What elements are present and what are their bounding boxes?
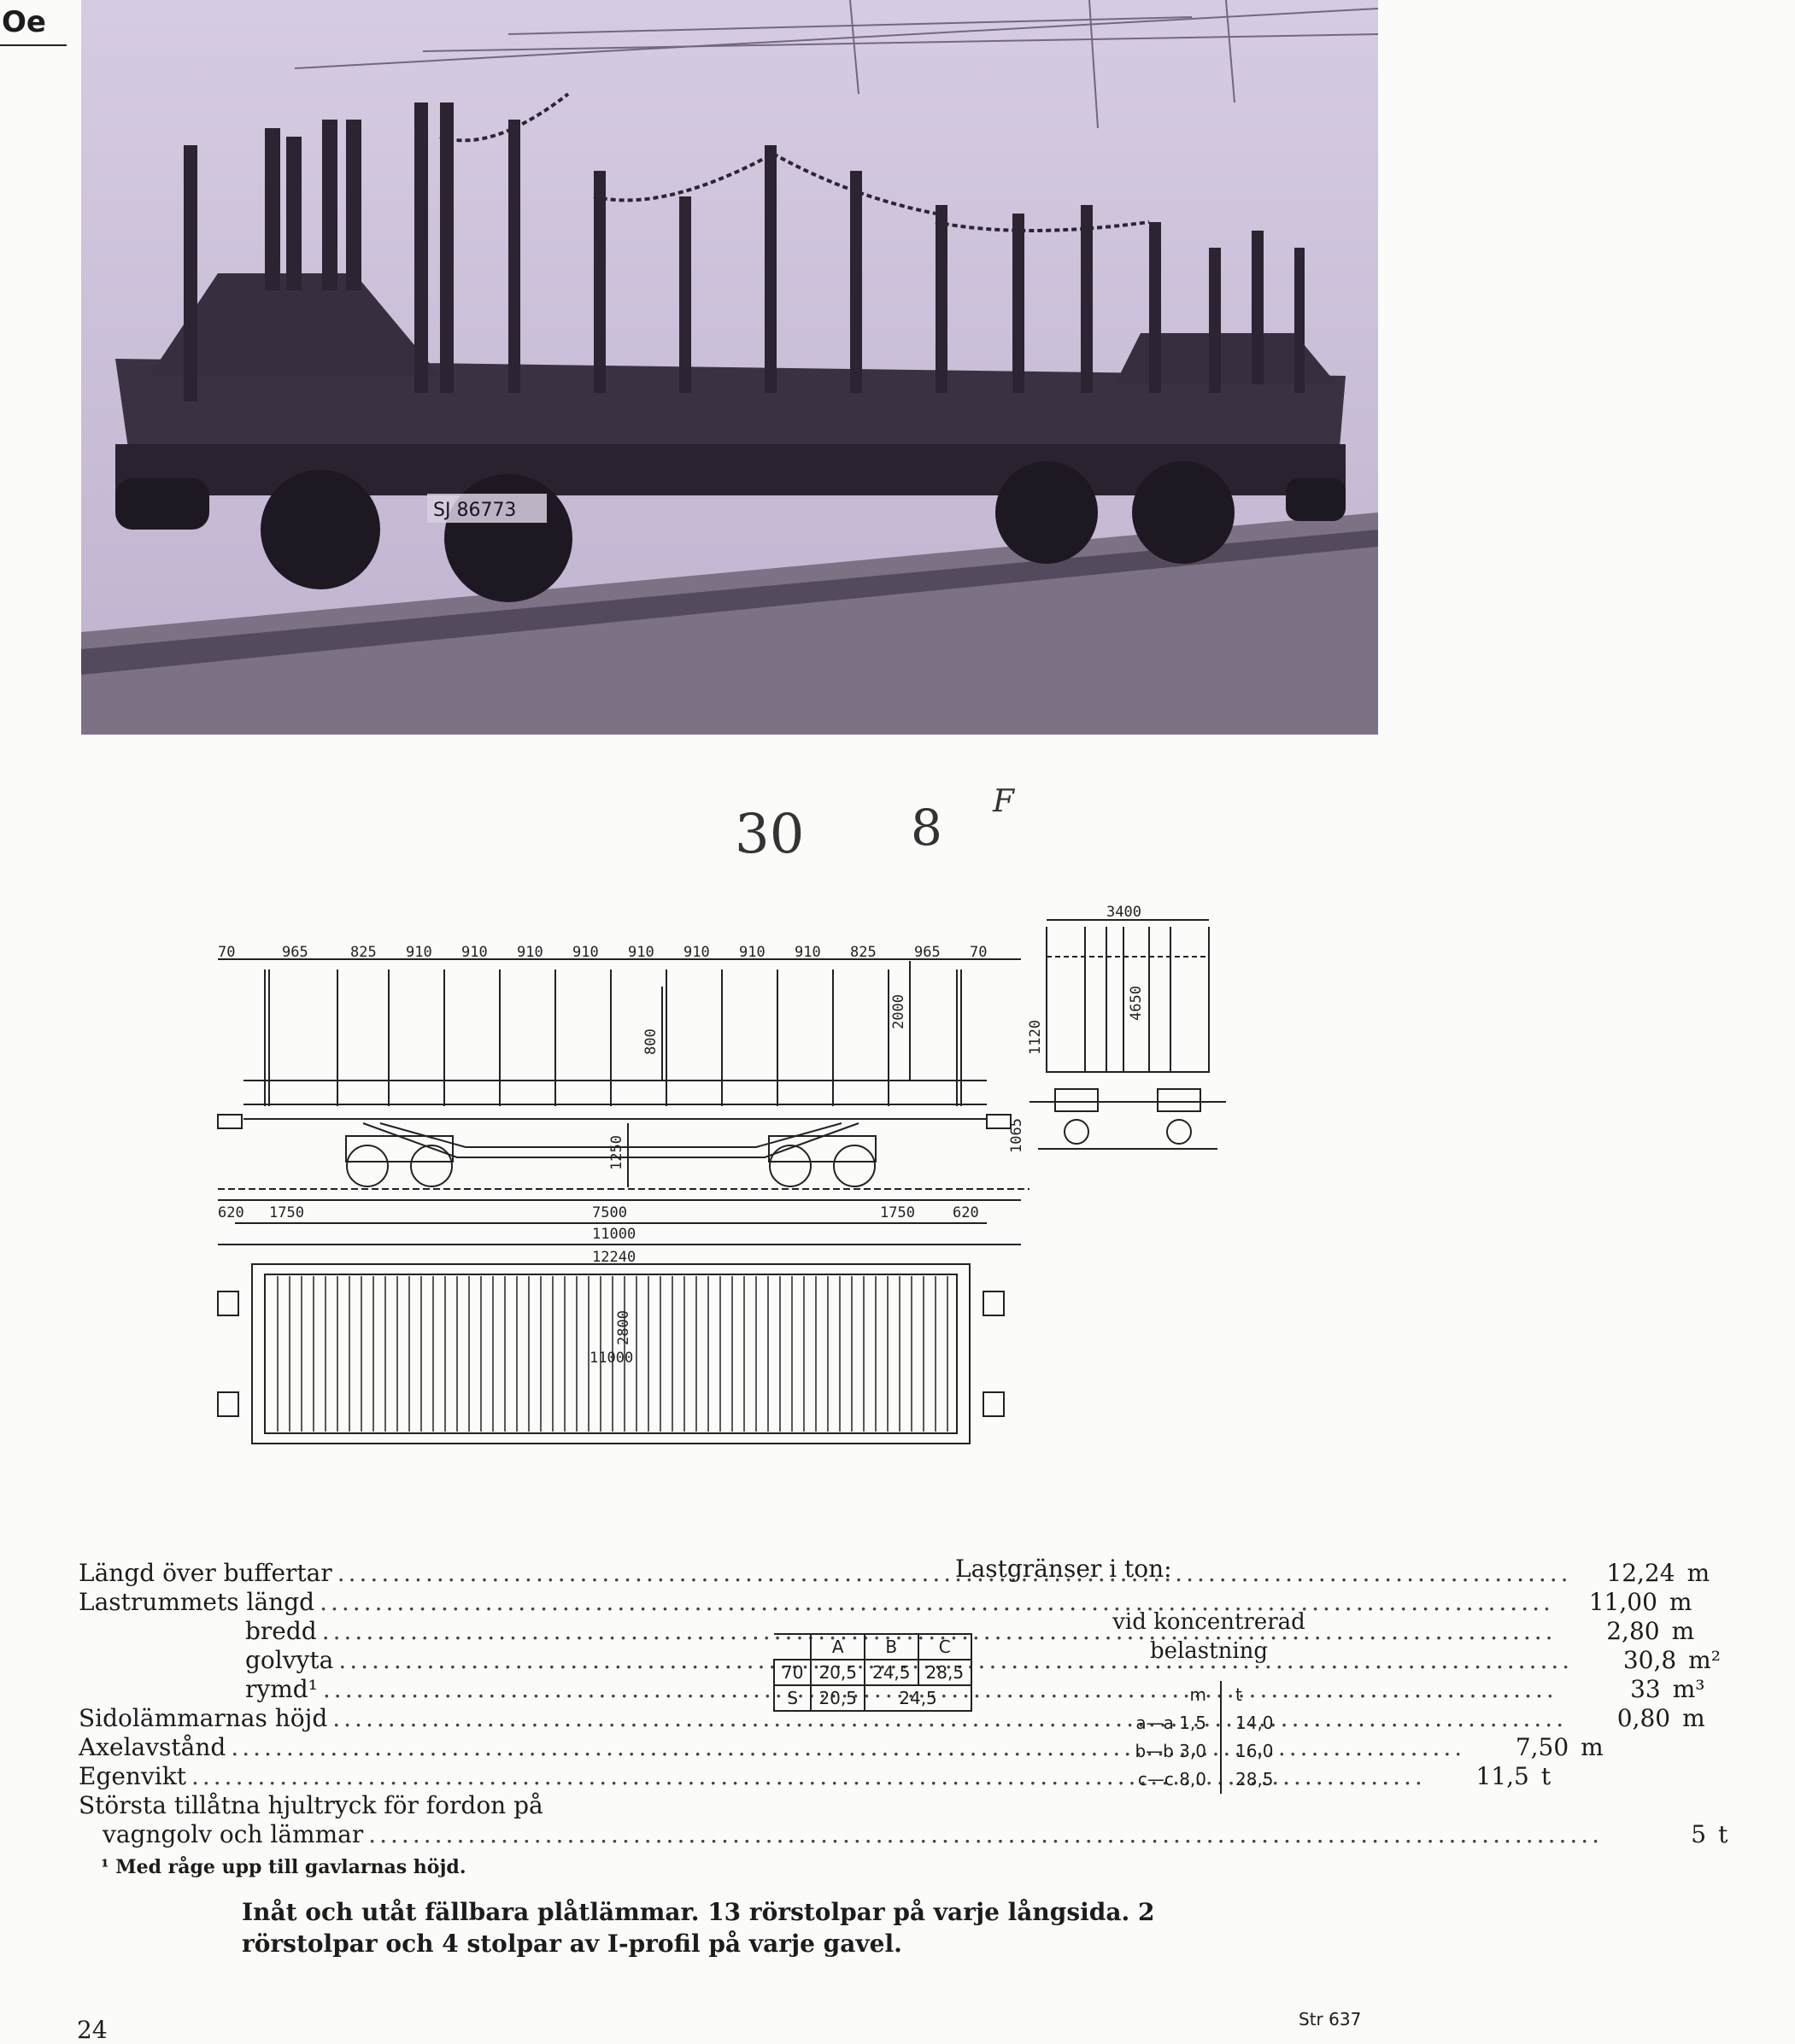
plan-view-drawing — [218, 1256, 1012, 1452]
concentrated-row-value: 16,0 — [1235, 1741, 1274, 1761]
concentrated-row — [1121, 1709, 1295, 1737]
spec-label: Lastrummets längd — [79, 1588, 315, 1616]
load-limits-key: S — [774, 1685, 811, 1711]
concentrated-col-t: t — [1235, 1684, 1242, 1705]
load-limits-row-70 — [774, 1660, 971, 1685]
dim-spacing-10: 910 — [795, 944, 821, 961]
load-limits-cell: 24,5 — [865, 1660, 918, 1685]
spec-label: Längd över buffertar — [79, 1559, 332, 1587]
dim-end-1065: 1065 — [1008, 1118, 1025, 1153]
dim-bottom-3: 1750 — [880, 1204, 915, 1221]
dim-end-3400: 3400 — [1106, 904, 1141, 921]
spec-label: golvyta — [245, 1646, 334, 1674]
dim-plan-width: 2800 — [615, 1310, 632, 1345]
load-limits-table — [773, 1633, 972, 1712]
spec-wheel-unit: t — [1718, 1820, 1728, 1848]
dim-height-800: 800 — [642, 1028, 660, 1055]
load-limits-cell: 24,5 — [865, 1685, 971, 1711]
page-number: 24 — [77, 2016, 108, 2044]
dim-spacing-2: 825 — [350, 944, 377, 961]
load-limits-header-c: C — [918, 1634, 972, 1660]
spec-row — [79, 1588, 1692, 1617]
dim-length-12240: 12240 — [592, 1249, 636, 1266]
dim-spacing-7: 910 — [628, 944, 654, 961]
handwritten-note-8: 8 — [911, 799, 942, 857]
load-limits-header-a: A — [811, 1634, 865, 1660]
concentrated-row-label: a—a 1,5 — [1135, 1713, 1206, 1733]
dim-end-4650: 4650 — [1128, 986, 1145, 1021]
dim-spacing-6: 910 — [572, 944, 599, 961]
concentrated-load-title — [1111, 1608, 1307, 1666]
stakes — [265, 969, 961, 1106]
concentrated-col-m: m — [1189, 1684, 1206, 1705]
dim-bottom-4: 620 — [953, 1204, 979, 1221]
dim-bottom-2: 7500 — [592, 1204, 627, 1221]
end-view-drawing — [1008, 876, 1235, 1170]
spec-row-wheel-line1 — [79, 1791, 736, 1820]
side-elevation-drawing — [218, 876, 1072, 1281]
load-limits-key: 70 — [774, 1660, 811, 1685]
load-limits-cell: 20,5 — [811, 1685, 865, 1711]
spec-unit: m — [1581, 1733, 1604, 1761]
spec-label: bredd — [245, 1617, 317, 1645]
spec-unit: m — [1686, 1559, 1710, 1587]
dim-spacing-8: 910 — [683, 944, 710, 961]
dim-spacing-11: 825 — [850, 944, 877, 961]
spec-row-wheel-line2 — [79, 1820, 1728, 1849]
dim-spacing-0: 70 — [218, 944, 236, 961]
spec-label: Axelavstånd — [79, 1733, 226, 1761]
dim-height-1250: 1250 — [608, 1135, 625, 1170]
spec-label: Egenvikt — [79, 1762, 186, 1790]
spec-value: 12,24 — [1606, 1559, 1675, 1587]
spec-wheel-label-2: vagngolv och lämmar — [103, 1820, 364, 1848]
spec-unit: t — [1540, 1762, 1552, 1790]
series-code: Str 637 — [1299, 2009, 1362, 2029]
spec-wheel-value: 5 — [1691, 1820, 1707, 1848]
handwritten-note-f: F — [993, 784, 1014, 819]
spec-unit: m³ — [1672, 1675, 1705, 1703]
dim-bottom-1: 1750 — [269, 1204, 304, 1221]
dim-bottom-0: 620 — [218, 1204, 244, 1221]
load-limits-header-row — [774, 1634, 971, 1660]
load-limits-cell: 28,5 — [918, 1660, 972, 1685]
spec-value: 0,80 — [1616, 1704, 1671, 1732]
concentrated-row — [1121, 1766, 1295, 1794]
spec-unit: m — [1682, 1704, 1705, 1732]
dim-spacing-1: 965 — [282, 944, 308, 961]
concentrated-header-row — [1121, 1681, 1295, 1709]
concentrated-title-1: vid koncentrerad — [1112, 1609, 1305, 1635]
dim-spacing-13: 70 — [970, 944, 988, 961]
concentrated-row-label: c—c 8,0 — [1137, 1769, 1206, 1789]
spec-value: 2,80 — [1606, 1617, 1660, 1645]
dim-spacing-12: 965 — [914, 944, 941, 961]
concentrated-row-value: 14,0 — [1235, 1713, 1274, 1733]
dim-plan-length: 11000 — [590, 1350, 634, 1367]
spec-unit: m — [1671, 1617, 1695, 1645]
spec-value: 11,5 — [1475, 1762, 1529, 1790]
spec-wheel-label-1: Största tillåtna hjultryck för fordon på — [79, 1791, 543, 1819]
concentrated-row — [1121, 1737, 1295, 1766]
spec-unit: m — [1669, 1588, 1692, 1616]
concentrated-load-table — [1121, 1681, 1295, 1794]
dim-height-2000: 2000 — [890, 994, 907, 1029]
dim-length-11000: 11000 — [592, 1226, 636, 1243]
load-limits-cell: 20,5 — [811, 1660, 865, 1685]
wagon-class-mark: Oe — [2, 5, 46, 39]
dim-spacing-3: 910 — [406, 944, 432, 961]
load-limits-row-s — [774, 1685, 971, 1711]
spec-value: 30,8 — [1622, 1646, 1677, 1674]
concentrated-row-label: b—b 3,0 — [1135, 1741, 1206, 1761]
wagon-description: Inåt och utåt fällbara plåtlämmar. 13 rörstolpar på varje långsida. 2 rörstolpar och 4 stolpar av I-profil på varje gavel. — [242, 1898, 1155, 1958]
dim-spacing-9: 910 — [739, 944, 766, 961]
spec-value: 11,00 — [1588, 1588, 1657, 1616]
spec-value: 33 — [1630, 1675, 1661, 1703]
load-limits-title: Lastgränser i ton: — [955, 1555, 1172, 1583]
spec-label: rymd¹ — [245, 1675, 318, 1703]
handwritten-note-30: 30 — [735, 803, 805, 866]
load-limits-header-b: B — [865, 1634, 918, 1660]
dim-spacing-5: 910 — [517, 944, 543, 961]
spec-footnote: ¹ Med råge upp till gavlarnas höjd. — [101, 1856, 466, 1878]
spec-value: 7,50 — [1515, 1733, 1569, 1761]
spec-label: Sidolämmarnas höjd — [79, 1704, 328, 1732]
wagon-photo — [81, 0, 1378, 735]
dim-end-1120: 1120 — [1027, 1020, 1044, 1055]
class-mark-underline — [0, 44, 67, 46]
concentrated-title-2: belastning — [1149, 1638, 1269, 1664]
car-marking-text: SJ 86773 — [433, 500, 517, 521]
concentrated-row-value: 28,5 — [1235, 1769, 1274, 1789]
spec-unit: m² — [1688, 1646, 1721, 1674]
dim-spacing-4: 910 — [461, 944, 488, 961]
